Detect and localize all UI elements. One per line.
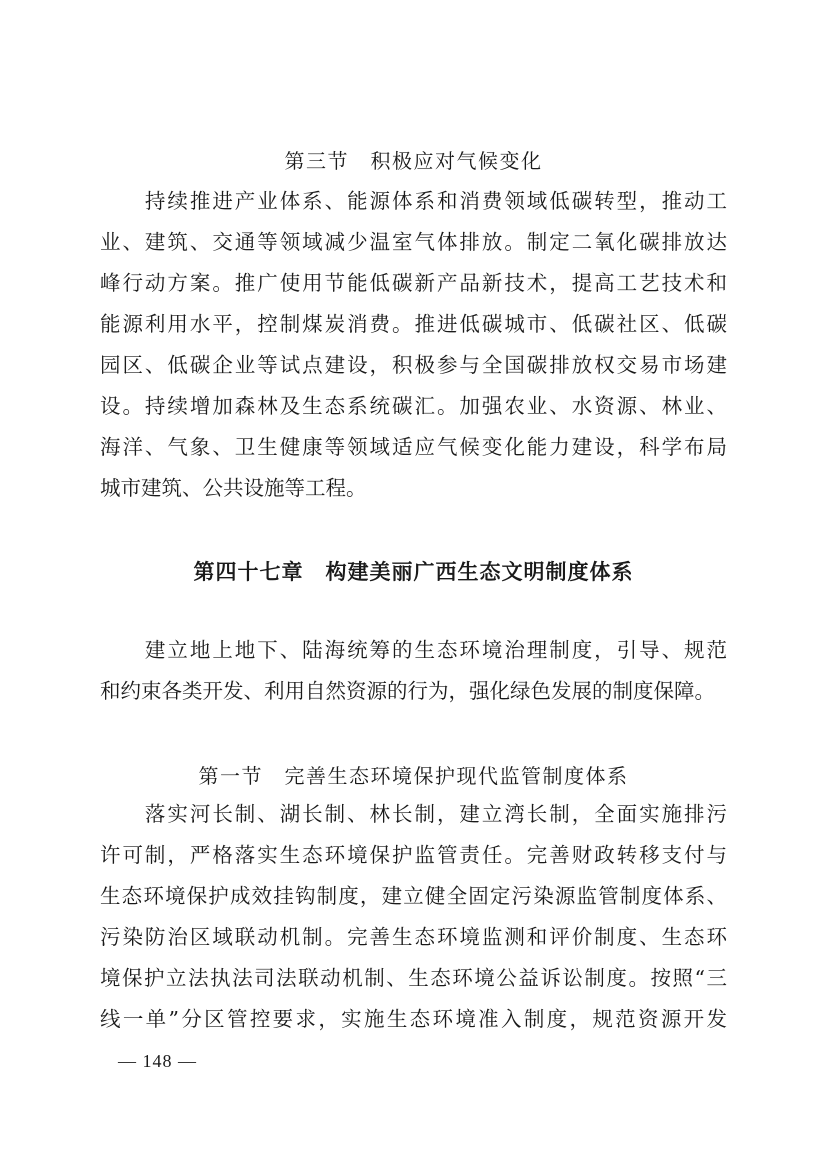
paragraph-line: 污染防治区域联动机制。完善生态环境监测和评价制度、生态环 bbox=[100, 925, 727, 949]
page-number: — 148 — bbox=[118, 1051, 197, 1071]
paragraph-line: 境保护立法执法司法联动机制、生态环境公益诉讼制度。按照“三 bbox=[100, 966, 727, 990]
paragraph-line: 峰行动方案。推广使用节能低碳新产品新技术，提高工艺技术和 bbox=[100, 271, 727, 295]
paragraph-supervision bbox=[100, 794, 727, 1040]
chapter-heading: 第四十七章 构建美丽广西生态文明制度体系 bbox=[193, 559, 634, 584]
paragraph-line: 建立地上地下、陆海统筹的生态环境治理制度，引导、规范 bbox=[100, 638, 727, 662]
paragraph-line: 能源利用水平，控制煤炭消费。推进低碳城市、低碳社区、低碳 bbox=[100, 312, 727, 336]
paragraph-line: 设。持续增加森林及生态系统碳汇。加强农业、水资源、林业、 bbox=[100, 394, 727, 418]
paragraph-line: 落实河长制、湖长制、林长制，建立湾长制，全面实施排污 bbox=[100, 802, 727, 826]
section-heading-climate: 第三节 积极应对气候变化 bbox=[284, 149, 543, 173]
paragraph-line: 和约束各类开发、利用自然资源的行为，强化绿色发展的制度保障。 bbox=[100, 679, 715, 703]
paragraph-line: 业、建筑、交通等领域减少温室气体排放。制定二氧化碳排放达 bbox=[100, 230, 727, 254]
paragraph-climate bbox=[100, 181, 727, 509]
paragraph-line: 城市建筑、公共设施等工程。 bbox=[100, 476, 367, 500]
paragraph-line: 线一单”分区管控要求，实施生态环境准入制度，规范资源开发 bbox=[100, 1007, 727, 1031]
paragraph-line: 许可制，严格落实生态环境保护监管责任。完善财政转移支付与 bbox=[100, 843, 727, 867]
paragraph-line: 海洋、气象、卫生健康等领域适应气候变化能力建设，科学布局 bbox=[100, 435, 727, 459]
paragraph-line: 生态环境保护成效挂钩制度，建立健全固定污染源监管制度体系、 bbox=[100, 884, 727, 908]
paragraph-chapter-intro bbox=[100, 630, 727, 712]
paragraph-line: 园区、低碳企业等试点建设，积极参与全国碳排放权交易市场建 bbox=[100, 353, 727, 377]
section-heading-supervision: 第一节 完善生态环境保护现代监管制度体系 bbox=[198, 764, 629, 788]
paragraph-line: 持续推进产业体系、能源体系和消费领域低碳转型，推动工 bbox=[100, 189, 727, 213]
